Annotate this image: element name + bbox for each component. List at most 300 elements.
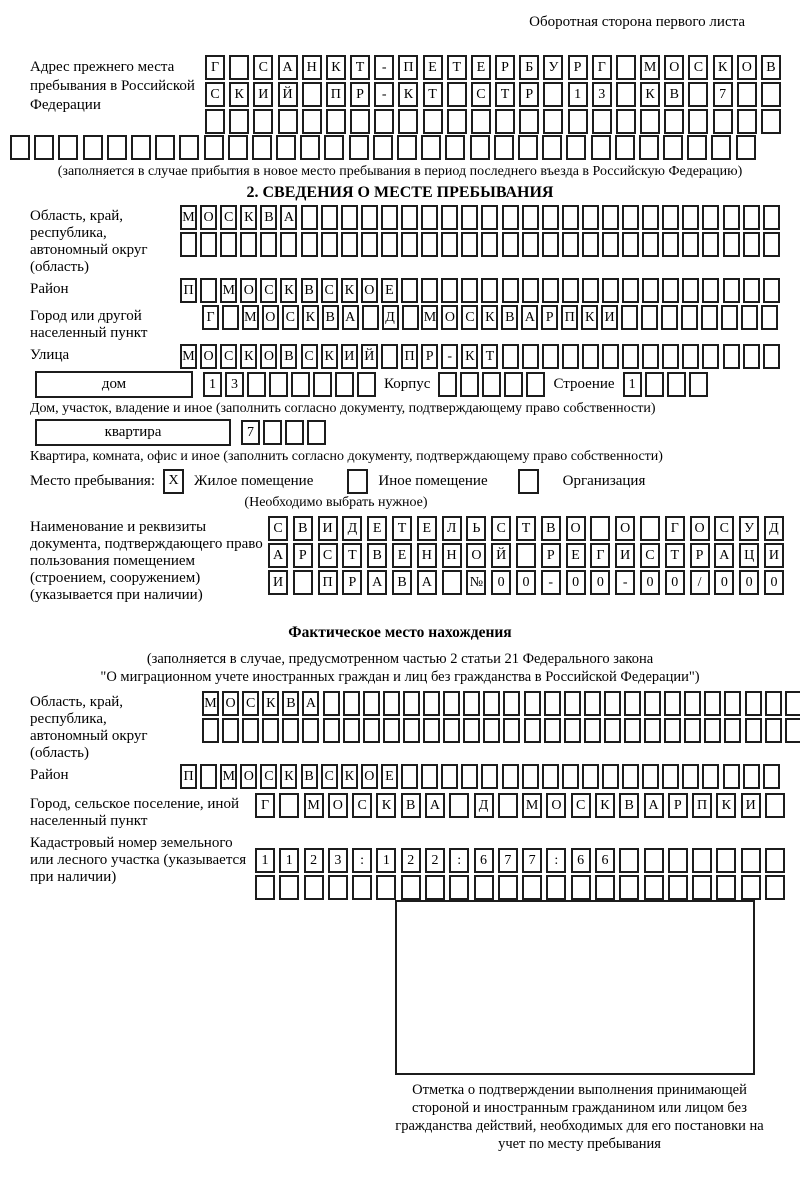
char-cell[interactable]: Ц (739, 543, 759, 568)
char-cell[interactable] (582, 344, 599, 369)
char-cell[interactable] (321, 205, 338, 230)
char-cell[interactable]: О (361, 278, 378, 303)
char-cell[interactable]: В (322, 305, 339, 330)
char-cell[interactable]: К (280, 278, 297, 303)
char-cell[interactable] (401, 232, 418, 257)
char-cell[interactable] (622, 278, 639, 303)
char-cell[interactable] (723, 764, 740, 789)
char-cell[interactable] (619, 875, 639, 900)
char-cell[interactable] (341, 232, 358, 257)
char-cell[interactable]: С (471, 82, 491, 107)
char-cell[interactable]: Р (668, 793, 688, 818)
char-cell[interactable] (723, 344, 740, 369)
char-cell[interactable] (441, 232, 458, 257)
char-cell[interactable] (743, 205, 760, 230)
char-cell[interactable] (471, 109, 491, 134)
char-cell[interactable]: К (716, 793, 736, 818)
char-cell[interactable]: 6 (571, 848, 591, 873)
char-cell[interactable] (403, 691, 420, 716)
char-cell[interactable]: П (692, 793, 712, 818)
char-cell[interactable]: О (615, 516, 635, 541)
char-cell[interactable]: И (741, 793, 761, 818)
char-cell[interactable] (255, 875, 275, 900)
char-cell[interactable]: М (640, 55, 660, 80)
char-cell[interactable] (644, 691, 661, 716)
char-cell[interactable] (622, 232, 639, 257)
char-cell[interactable] (640, 516, 660, 541)
char-cell[interactable] (202, 718, 219, 743)
char-cell[interactable]: Р (342, 570, 362, 595)
char-cell[interactable] (441, 205, 458, 230)
char-cell[interactable] (335, 372, 354, 397)
char-cell[interactable]: В (761, 55, 781, 80)
char-cell[interactable] (644, 875, 664, 900)
char-cell[interactable]: С (352, 793, 372, 818)
char-cell[interactable] (711, 135, 731, 160)
char-cell[interactable] (644, 718, 661, 743)
char-cell[interactable]: С (253, 55, 273, 80)
char-cell[interactable] (604, 718, 621, 743)
char-cell[interactable] (571, 875, 591, 900)
char-cell[interactable] (662, 205, 679, 230)
char-cell[interactable]: А (367, 570, 387, 595)
char-cell[interactable]: С (688, 55, 708, 80)
char-cell[interactable] (716, 875, 736, 900)
char-cell[interactable] (423, 691, 440, 716)
char-cell[interactable]: В (619, 793, 639, 818)
char-cell[interactable] (220, 232, 237, 257)
char-cell[interactable]: О (664, 55, 684, 80)
char-cell[interactable]: Е (566, 543, 586, 568)
char-cell[interactable] (745, 691, 762, 716)
char-cell[interactable] (326, 109, 346, 134)
char-cell[interactable]: К (229, 82, 249, 107)
char-cell[interactable] (242, 718, 259, 743)
char-cell[interactable] (682, 232, 699, 257)
char-cell[interactable] (481, 764, 498, 789)
char-cell[interactable] (702, 205, 719, 230)
char-cell[interactable]: 1 (203, 372, 222, 397)
char-cell[interactable] (302, 109, 322, 134)
char-cell[interactable]: М (304, 793, 324, 818)
char-cell[interactable]: Г (665, 516, 685, 541)
char-cell[interactable] (228, 135, 248, 160)
char-cell[interactable]: К (240, 344, 257, 369)
char-cell[interactable] (381, 205, 398, 230)
char-cell[interactable] (461, 278, 478, 303)
char-cell[interactable] (494, 135, 514, 160)
char-cell[interactable] (642, 278, 659, 303)
char-cell[interactable]: М (220, 278, 237, 303)
char-cell[interactable] (584, 691, 601, 716)
char-cell[interactable] (321, 232, 338, 257)
char-cell[interactable]: В (280, 344, 297, 369)
char-cell[interactable] (736, 135, 756, 160)
char-cell[interactable] (34, 135, 54, 160)
char-cell[interactable] (449, 793, 469, 818)
char-cell[interactable]: А (644, 793, 664, 818)
char-cell[interactable]: 2 (425, 848, 445, 873)
char-cell[interactable] (252, 135, 272, 160)
char-cell[interactable] (668, 875, 688, 900)
char-cell[interactable] (664, 691, 681, 716)
char-cell[interactable] (423, 109, 443, 134)
char-cell[interactable]: А (302, 691, 319, 716)
char-cell[interactable] (684, 691, 701, 716)
char-cell[interactable] (269, 372, 288, 397)
char-cell[interactable] (737, 109, 757, 134)
char-cell[interactable] (641, 305, 658, 330)
char-cell[interactable] (421, 232, 438, 257)
char-cell[interactable]: : (352, 848, 372, 873)
char-cell[interactable] (542, 205, 559, 230)
char-cell[interactable]: О (737, 55, 757, 80)
char-cell[interactable] (461, 764, 478, 789)
char-cell[interactable] (401, 875, 421, 900)
char-cell[interactable] (562, 232, 579, 257)
char-cell[interactable]: В (293, 516, 313, 541)
char-cell[interactable] (276, 135, 296, 160)
char-cell[interactable] (622, 205, 639, 230)
checkbox-org[interactable] (518, 469, 539, 494)
char-cell[interactable] (373, 135, 393, 160)
char-cell[interactable]: Е (381, 764, 398, 789)
char-cell[interactable] (229, 55, 249, 80)
char-cell[interactable]: - (441, 344, 458, 369)
char-cell[interactable] (682, 205, 699, 230)
char-cell[interactable]: 3 (328, 848, 348, 873)
char-cell[interactable]: У (543, 55, 563, 80)
char-cell[interactable]: М (180, 205, 197, 230)
char-cell[interactable] (645, 372, 664, 397)
char-cell[interactable] (421, 135, 441, 160)
char-cell[interactable] (568, 109, 588, 134)
char-cell[interactable] (566, 135, 586, 160)
char-cell[interactable]: К (581, 305, 598, 330)
char-cell[interactable] (591, 135, 611, 160)
char-cell[interactable] (502, 764, 519, 789)
char-cell[interactable]: 7 (498, 848, 518, 873)
char-cell[interactable]: 6 (595, 848, 615, 873)
char-cell[interactable] (441, 764, 458, 789)
char-cell[interactable] (522, 875, 542, 900)
char-cell[interactable]: Т (350, 55, 370, 80)
char-cell[interactable] (584, 718, 601, 743)
char-cell[interactable]: К (240, 205, 257, 230)
char-cell[interactable]: Н (302, 55, 322, 80)
char-cell[interactable]: С (260, 764, 277, 789)
char-cell[interactable] (704, 718, 721, 743)
char-cell[interactable] (615, 135, 635, 160)
char-cell[interactable] (662, 278, 679, 303)
char-cell[interactable] (743, 344, 760, 369)
char-cell[interactable]: О (441, 305, 458, 330)
char-cell[interactable]: Е (417, 516, 437, 541)
char-cell[interactable]: В (260, 205, 277, 230)
char-cell[interactable]: Л (442, 516, 462, 541)
char-cell[interactable] (542, 344, 559, 369)
char-cell[interactable]: А (425, 793, 445, 818)
char-cell[interactable] (785, 718, 800, 743)
char-cell[interactable]: № (466, 570, 486, 595)
char-cell[interactable] (401, 278, 418, 303)
char-cell[interactable] (624, 691, 641, 716)
char-cell[interactable]: А (268, 543, 288, 568)
char-cell[interactable] (682, 764, 699, 789)
char-cell[interactable] (524, 691, 541, 716)
char-cell[interactable]: Р (568, 55, 588, 80)
char-cell[interactable]: К (640, 82, 660, 107)
char-cell[interactable] (526, 372, 545, 397)
char-cell[interactable]: / (690, 570, 710, 595)
char-cell[interactable]: О (222, 691, 239, 716)
char-cell[interactable] (743, 278, 760, 303)
char-cell[interactable]: Й (491, 543, 511, 568)
char-cell[interactable]: Е (392, 543, 412, 568)
char-cell[interactable] (352, 875, 372, 900)
char-cell[interactable] (401, 764, 418, 789)
char-cell[interactable]: И (268, 570, 288, 595)
char-cell[interactable] (247, 372, 266, 397)
char-cell[interactable] (542, 764, 559, 789)
char-cell[interactable] (765, 691, 782, 716)
char-cell[interactable] (602, 232, 619, 257)
char-cell[interactable]: С (268, 516, 288, 541)
char-cell[interactable]: 2 (401, 848, 421, 873)
char-cell[interactable]: О (466, 543, 486, 568)
char-cell[interactable] (301, 232, 318, 257)
char-cell[interactable]: В (367, 543, 387, 568)
char-cell[interactable]: И (318, 516, 338, 541)
char-cell[interactable] (383, 718, 400, 743)
char-cell[interactable]: В (664, 82, 684, 107)
checkbox-inoe[interactable] (347, 469, 368, 494)
char-cell[interactable] (343, 691, 360, 716)
char-cell[interactable] (664, 109, 684, 134)
char-cell[interactable]: Е (381, 278, 398, 303)
char-cell[interactable] (324, 135, 344, 160)
char-cell[interactable] (745, 718, 762, 743)
char-cell[interactable]: 0 (640, 570, 660, 595)
char-cell[interactable] (200, 764, 217, 789)
char-cell[interactable]: О (240, 764, 257, 789)
char-cell[interactable] (10, 135, 30, 160)
char-cell[interactable]: С (321, 278, 338, 303)
char-cell[interactable] (661, 305, 678, 330)
char-cell[interactable] (445, 135, 465, 160)
char-cell[interactable] (402, 305, 419, 330)
char-cell[interactable] (689, 372, 708, 397)
char-cell[interactable] (461, 232, 478, 257)
char-cell[interactable]: Ь (466, 516, 486, 541)
char-cell[interactable] (155, 135, 175, 160)
char-cell[interactable]: - (374, 55, 394, 80)
char-cell[interactable] (519, 109, 539, 134)
char-cell[interactable] (619, 848, 639, 873)
char-cell[interactable] (463, 718, 480, 743)
char-cell[interactable] (304, 875, 324, 900)
char-cell[interactable]: Р (495, 55, 515, 80)
char-cell[interactable] (442, 570, 462, 595)
char-cell[interactable]: 1 (376, 848, 396, 873)
char-cell[interactable]: М (522, 793, 542, 818)
char-cell[interactable] (376, 875, 396, 900)
char-cell[interactable]: Д (764, 516, 784, 541)
char-cell[interactable]: Б (519, 55, 539, 80)
char-cell[interactable]: К (595, 793, 615, 818)
char-cell[interactable] (503, 718, 520, 743)
char-cell[interactable] (522, 232, 539, 257)
char-cell[interactable] (482, 372, 501, 397)
char-cell[interactable] (363, 691, 380, 716)
char-cell[interactable] (285, 420, 304, 445)
char-cell[interactable] (692, 848, 712, 873)
char-cell[interactable] (293, 570, 313, 595)
char-cell[interactable]: Т (495, 82, 515, 107)
char-cell[interactable] (602, 344, 619, 369)
char-cell[interactable]: Р (519, 82, 539, 107)
char-cell[interactable]: С (461, 305, 478, 330)
char-cell[interactable] (761, 305, 778, 330)
char-cell[interactable] (483, 691, 500, 716)
char-cell[interactable] (222, 718, 239, 743)
char-cell[interactable] (279, 793, 299, 818)
char-cell[interactable] (562, 205, 579, 230)
char-cell[interactable]: К (461, 344, 478, 369)
char-cell[interactable]: Й (278, 82, 298, 107)
char-cell[interactable]: Р (541, 543, 561, 568)
char-cell[interactable] (663, 135, 683, 160)
char-cell[interactable] (765, 848, 785, 873)
char-cell[interactable] (664, 718, 681, 743)
char-cell[interactable]: М (242, 305, 259, 330)
char-cell[interactable]: Е (423, 55, 443, 80)
char-cell[interactable] (763, 205, 780, 230)
char-cell[interactable] (543, 109, 563, 134)
char-cell[interactable]: А (521, 305, 538, 330)
char-cell[interactable]: И (764, 543, 784, 568)
char-cell[interactable] (723, 278, 740, 303)
char-cell[interactable] (687, 135, 707, 160)
char-cell[interactable] (522, 764, 539, 789)
char-cell[interactable] (291, 372, 310, 397)
char-cell[interactable] (743, 764, 760, 789)
char-cell[interactable] (200, 232, 217, 257)
char-cell[interactable] (313, 372, 332, 397)
char-cell[interactable]: С (318, 543, 338, 568)
char-cell[interactable] (262, 718, 279, 743)
char-cell[interactable] (721, 305, 738, 330)
char-cell[interactable]: Г (202, 305, 219, 330)
char-cell[interactable] (640, 109, 660, 134)
char-cell[interactable] (240, 232, 257, 257)
char-cell[interactable] (280, 232, 297, 257)
char-cell[interactable]: С (714, 516, 734, 541)
char-cell[interactable]: А (342, 305, 359, 330)
char-cell[interactable] (702, 278, 719, 303)
char-cell[interactable]: Т (516, 516, 536, 541)
char-cell[interactable]: Н (417, 543, 437, 568)
char-cell[interactable] (107, 135, 127, 160)
char-cell[interactable] (362, 305, 379, 330)
char-cell[interactable] (403, 718, 420, 743)
char-cell[interactable]: С (260, 278, 277, 303)
char-cell[interactable]: О (546, 793, 566, 818)
char-cell[interactable] (542, 232, 559, 257)
char-cell[interactable]: П (180, 764, 197, 789)
char-cell[interactable] (763, 232, 780, 257)
char-cell[interactable] (300, 135, 320, 160)
char-cell[interactable]: П (318, 570, 338, 595)
char-cell[interactable] (522, 344, 539, 369)
char-cell[interactable]: 0 (665, 570, 685, 595)
char-cell[interactable] (204, 135, 224, 160)
char-cell[interactable]: 1 (568, 82, 588, 107)
char-cell[interactable]: М (180, 344, 197, 369)
char-cell[interactable] (524, 718, 541, 743)
char-cell[interactable] (716, 848, 736, 873)
char-cell[interactable]: Д (342, 516, 362, 541)
char-cell[interactable] (282, 718, 299, 743)
char-cell[interactable] (180, 232, 197, 257)
char-cell[interactable]: С (220, 205, 237, 230)
char-cell[interactable] (323, 691, 340, 716)
char-cell[interactable]: 0 (566, 570, 586, 595)
char-cell[interactable] (200, 278, 217, 303)
char-cell[interactable] (662, 764, 679, 789)
char-cell[interactable] (502, 232, 519, 257)
char-cell[interactable]: В (301, 278, 318, 303)
char-cell[interactable] (544, 718, 561, 743)
char-cell[interactable] (763, 764, 780, 789)
char-cell[interactable] (83, 135, 103, 160)
char-cell[interactable]: Р (421, 344, 438, 369)
char-cell[interactable] (590, 516, 610, 541)
char-cell[interactable] (341, 205, 358, 230)
char-cell[interactable]: 7 (241, 420, 260, 445)
char-cell[interactable] (723, 232, 740, 257)
char-cell[interactable]: С (220, 344, 237, 369)
char-cell[interactable] (421, 764, 438, 789)
char-cell[interactable]: П (561, 305, 578, 330)
char-cell[interactable]: Т (342, 543, 362, 568)
char-cell[interactable]: 3 (225, 372, 244, 397)
char-cell[interactable] (279, 875, 299, 900)
char-cell[interactable] (582, 764, 599, 789)
char-cell[interactable] (662, 344, 679, 369)
char-cell[interactable]: Р (690, 543, 710, 568)
char-cell[interactable] (461, 205, 478, 230)
char-cell[interactable]: О (361, 764, 378, 789)
char-cell[interactable] (616, 82, 636, 107)
char-cell[interactable] (785, 691, 800, 716)
char-cell[interactable] (343, 718, 360, 743)
char-cell[interactable]: Т (481, 344, 498, 369)
char-cell[interactable]: К (321, 344, 338, 369)
char-cell[interactable] (504, 372, 523, 397)
char-cell[interactable] (498, 875, 518, 900)
char-cell[interactable] (765, 718, 782, 743)
char-cell[interactable] (307, 420, 326, 445)
char-cell[interactable] (522, 278, 539, 303)
char-cell[interactable] (761, 109, 781, 134)
char-cell[interactable] (546, 875, 566, 900)
char-cell[interactable]: Г (590, 543, 610, 568)
char-cell[interactable] (302, 82, 322, 107)
char-cell[interactable] (421, 278, 438, 303)
char-cell[interactable] (724, 691, 741, 716)
char-cell[interactable]: Т (447, 55, 467, 80)
